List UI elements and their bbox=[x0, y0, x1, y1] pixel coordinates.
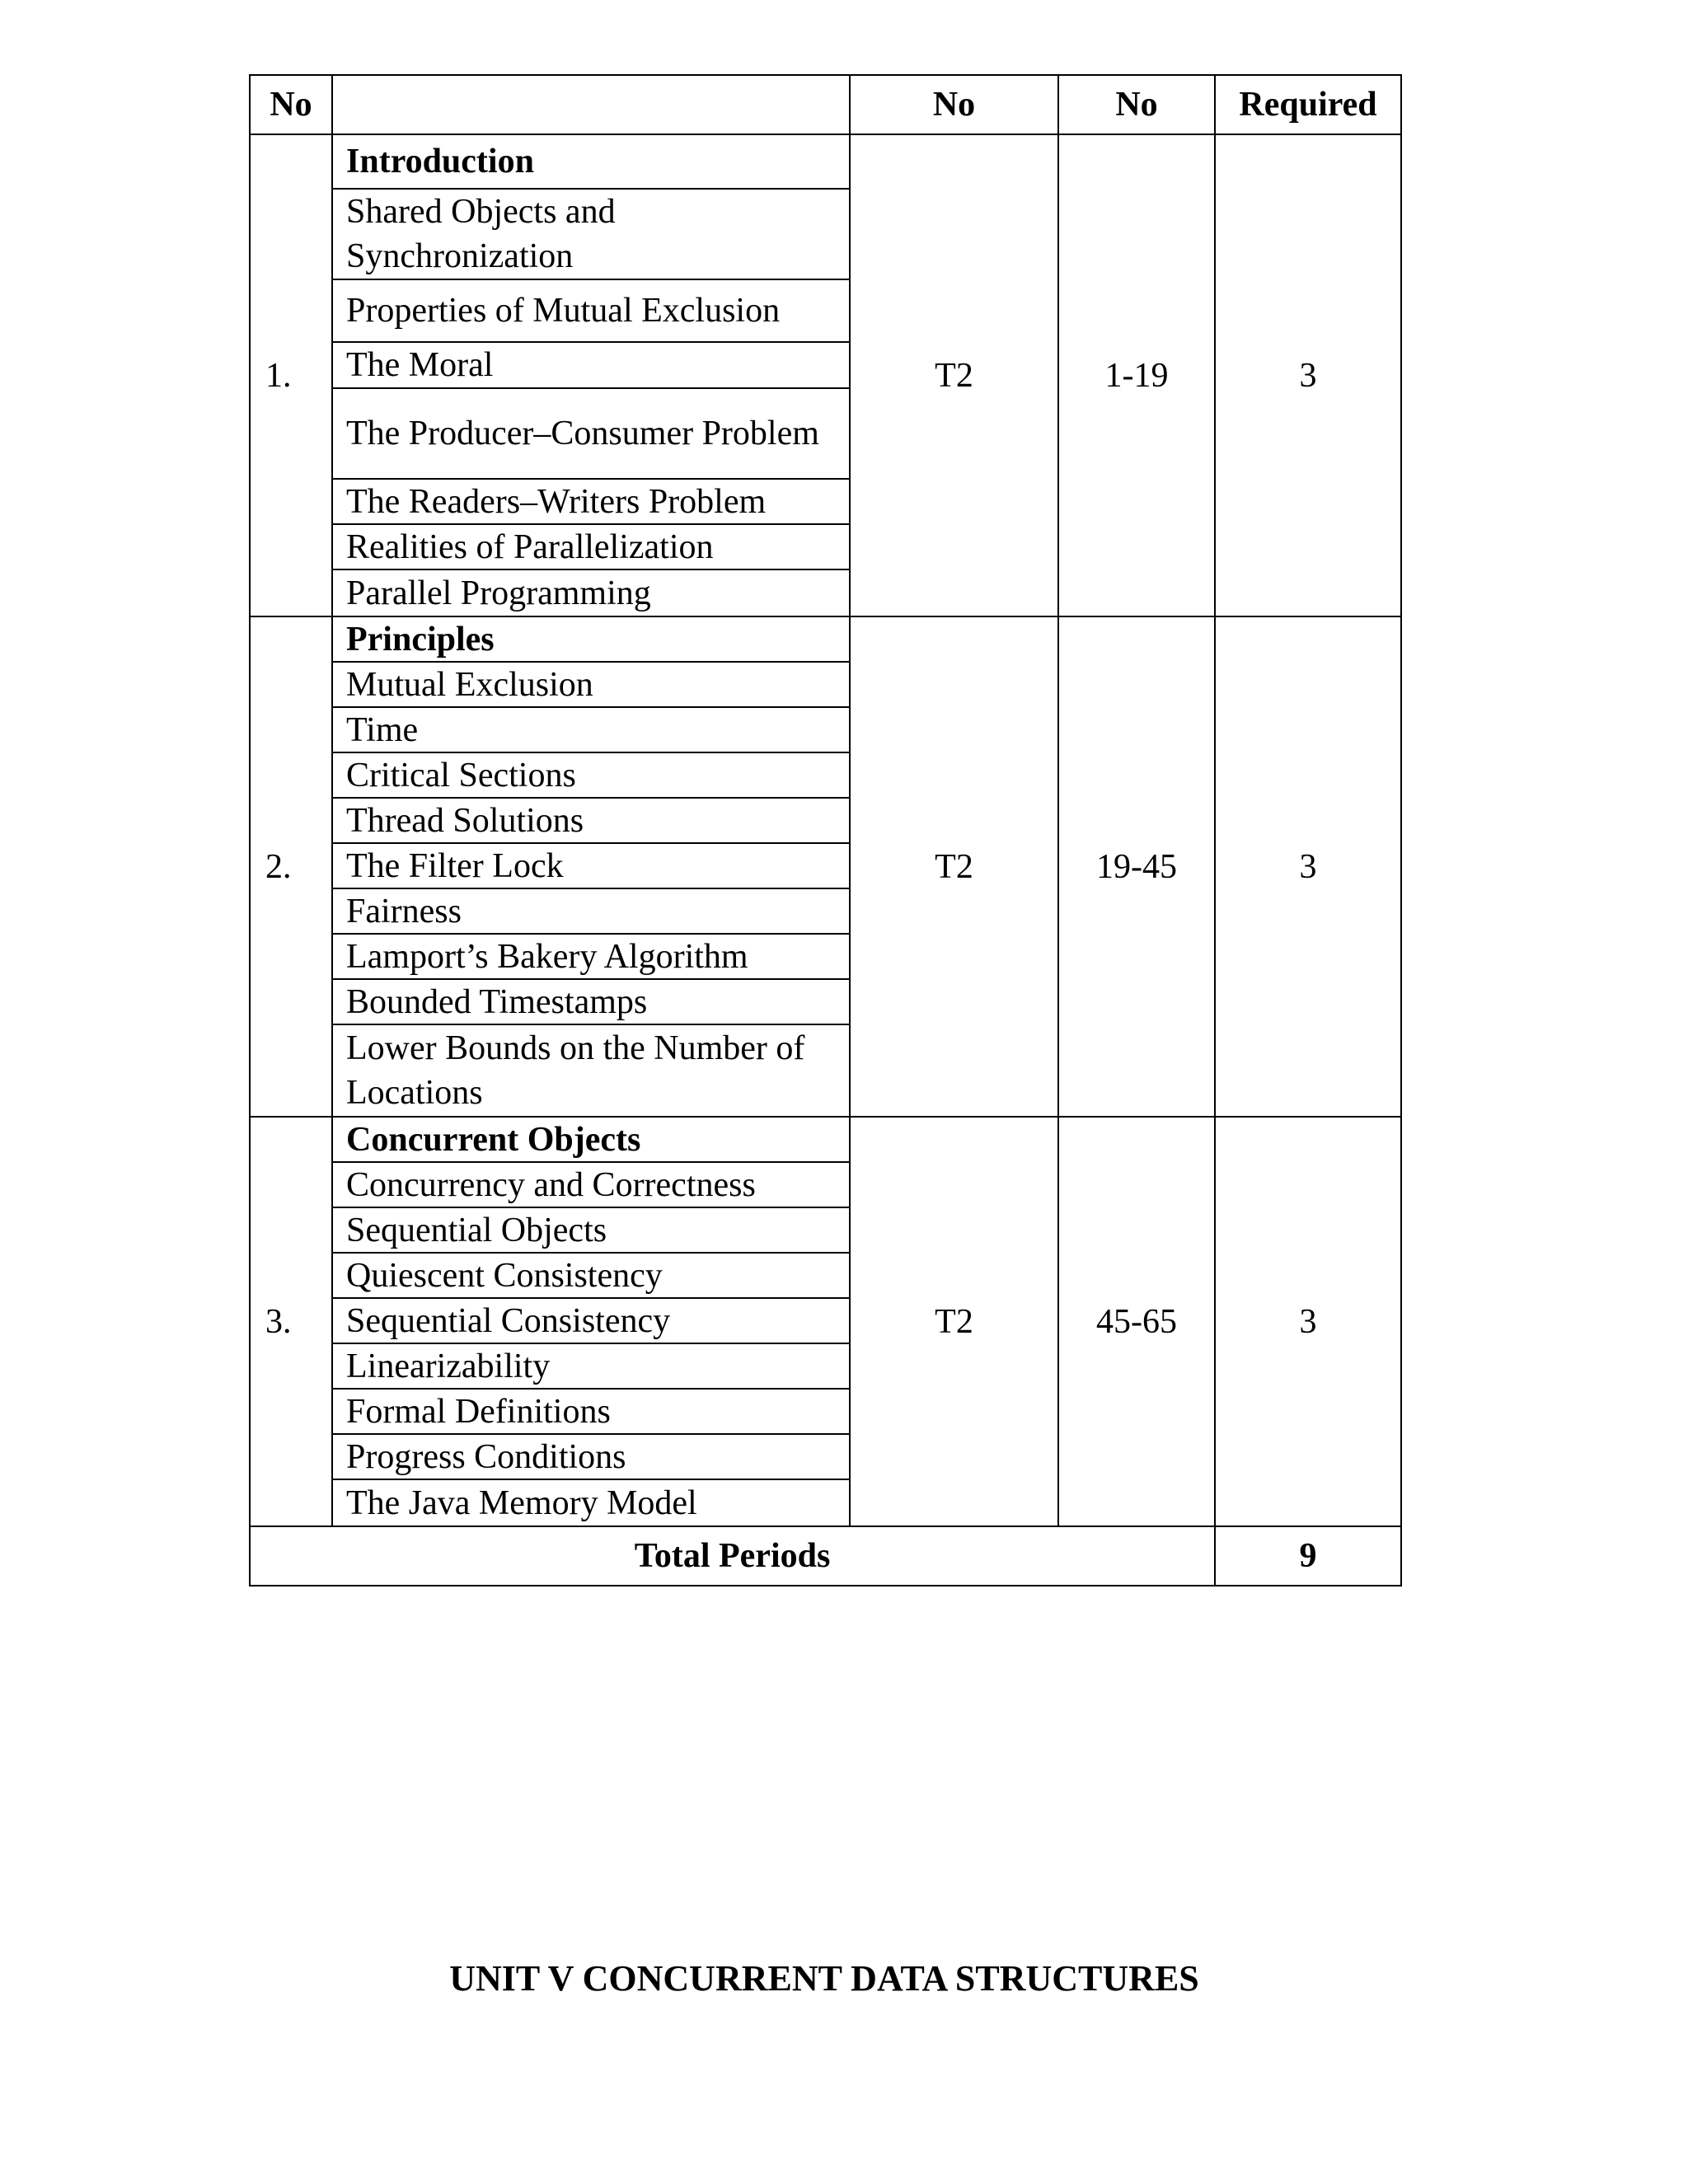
topic-item: Sequential Objects bbox=[333, 1208, 849, 1254]
topic-item: Properties of Mutual Exclusion bbox=[333, 280, 849, 343]
header-row bbox=[250, 75, 1401, 134]
topic-item: The Filter Lock bbox=[333, 844, 849, 889]
topic-item: The Java Memory Model bbox=[346, 1483, 697, 1522]
topic-item: Realities of Parallelization bbox=[333, 525, 849, 570]
page-range: 1-19 bbox=[1058, 134, 1215, 616]
topic-item: Fairness bbox=[333, 889, 849, 935]
topic-item: The Moral bbox=[333, 343, 849, 389]
course-schedule-table bbox=[249, 74, 1402, 1586]
unit-number: 1. bbox=[250, 134, 332, 616]
topic-heading: Introduction bbox=[333, 135, 849, 190]
topic-heading: Concurrent Objects bbox=[333, 1118, 849, 1163]
unit-number: 2. bbox=[250, 616, 332, 1117]
topic-item: Concurrency and Correctness bbox=[333, 1163, 849, 1208]
unit-number: 3. bbox=[250, 1117, 332, 1526]
topic-item: Bounded Timestamps bbox=[333, 980, 849, 1025]
textbook-number: T2 bbox=[850, 616, 1058, 1117]
page-range: 45-65 bbox=[1058, 1117, 1215, 1526]
topic-item: Linearizability bbox=[333, 1344, 849, 1390]
topic-item: The Producer–Consumer Problem bbox=[333, 389, 849, 480]
header-book-no: No bbox=[850, 75, 1058, 134]
topic-list bbox=[332, 616, 850, 1117]
topic-item: The Readers–Writers Problem bbox=[333, 480, 849, 525]
topic-list bbox=[332, 134, 850, 616]
topic-list bbox=[332, 1117, 850, 1526]
topic-item: Lower Bounds on the Number of Locations bbox=[346, 1029, 805, 1112]
unit-row bbox=[250, 616, 1401, 1117]
topic-item: Lamport’s Bakery Algorithm bbox=[333, 935, 849, 980]
unit-heading: UNIT V CONCURRENT DATA STRUCTURES bbox=[449, 1958, 1199, 1999]
topic-item: Parallel Programming bbox=[346, 574, 651, 612]
topic-heading: Principles bbox=[333, 617, 849, 663]
unit-row bbox=[250, 1117, 1401, 1526]
topic-item: Sequential Consistency bbox=[333, 1299, 849, 1344]
page-range: 19-45 bbox=[1058, 616, 1215, 1117]
header-topic bbox=[332, 75, 850, 134]
topic-item: Progress Conditions bbox=[333, 1435, 849, 1480]
hours-required: 3 bbox=[1215, 134, 1401, 616]
textbook-number: T2 bbox=[850, 134, 1058, 616]
textbook-number: T2 bbox=[850, 1117, 1058, 1526]
topic-item: Formal Definitions bbox=[333, 1390, 849, 1435]
unit-row bbox=[250, 134, 1401, 616]
header-hours-required: Required bbox=[1215, 75, 1401, 134]
hours-required: 3 bbox=[1215, 616, 1401, 1117]
total-periods-value: 9 bbox=[1215, 1526, 1401, 1586]
header-page-no: No bbox=[1058, 75, 1215, 134]
topic-item: Shared Objects and Synchronization bbox=[333, 190, 849, 280]
topic-item: Mutual Exclusion bbox=[333, 663, 849, 708]
topic-item: Thread Solutions bbox=[333, 799, 849, 844]
topic-item: Quiescent Consistency bbox=[333, 1254, 849, 1299]
total-row bbox=[250, 1526, 1401, 1586]
topic-item: Time bbox=[333, 708, 849, 753]
header-sno: No bbox=[250, 75, 332, 134]
total-periods-label: Total Periods bbox=[250, 1526, 1215, 1586]
topic-item: Critical Sections bbox=[333, 753, 849, 799]
hours-required: 3 bbox=[1215, 1117, 1401, 1526]
